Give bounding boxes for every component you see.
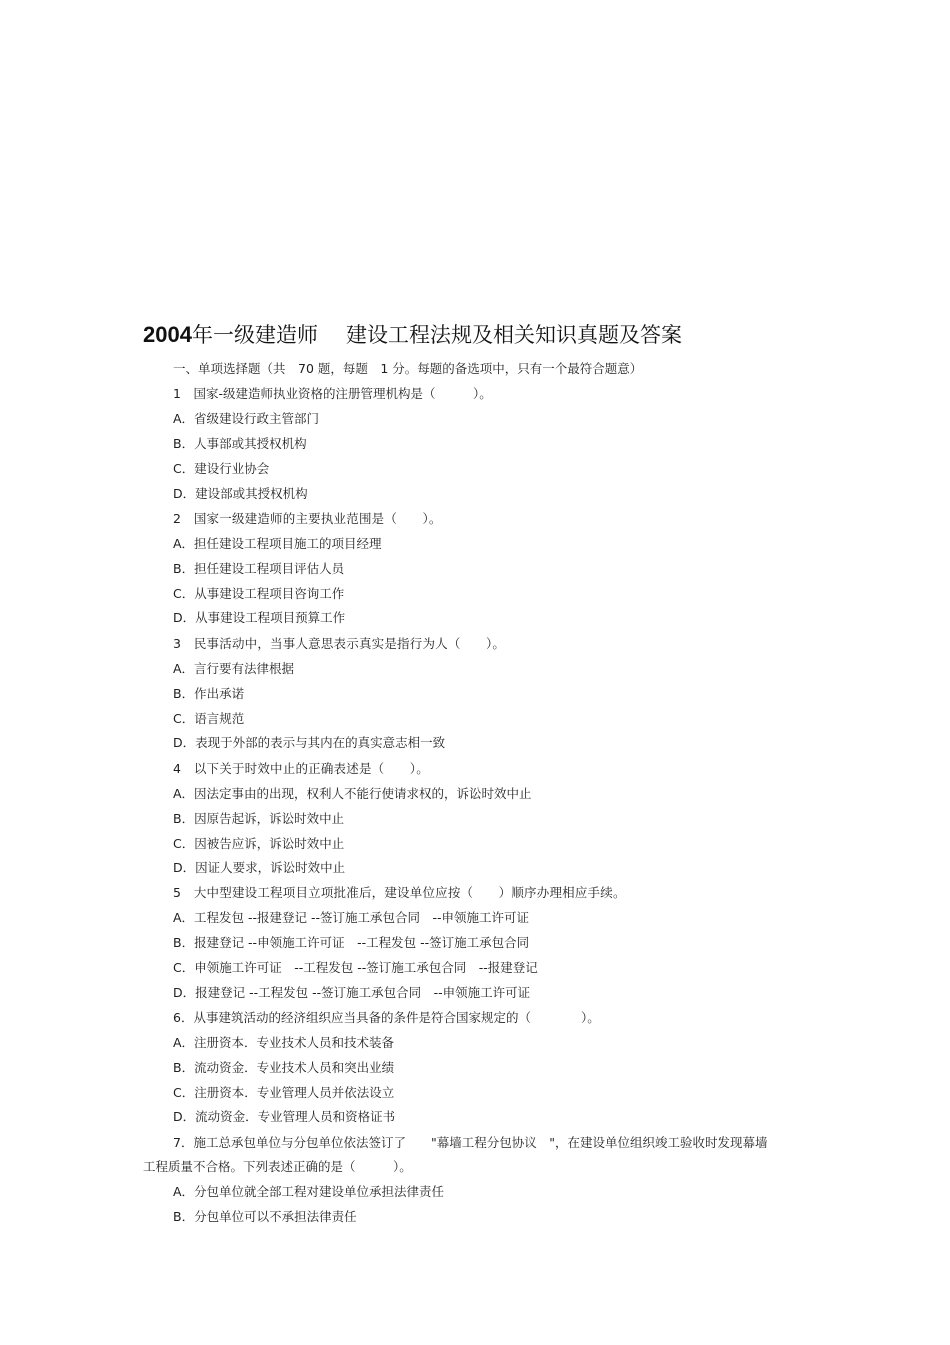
question-option: A．工程发包 --报建登记 --签订施工承包合同 --申领施工许可证 [173,910,530,925]
question-option: B．作出承诺 [173,686,245,701]
question-option: C．因被告应诉，诉讼时效中止 [173,836,345,851]
section-header: 一、单项选择题（共 70 题，每题 1 分。每题的备选项中，只有一个最符合题意） [173,361,643,376]
question-option: B．报建登记 --申领施工许可证 --工程发包 --签订施工承包合同 [173,935,530,950]
question-option: C．申领施工许可证 --工程发包 --签订施工承包合同 --报建登记 [173,960,538,975]
question-option: A．言行要有法律根据 [173,661,295,676]
question-option: C．从事建设工程项目咨询工作 [173,586,345,601]
question-stem: 1 国家-级建造师执业资格的注册管理机构是（ ）。 [173,386,492,401]
question-stem: 2 国家一级建造师的主要执业范围是（ ）。 [173,511,442,526]
question-stem: 6．从事建筑活动的经济组织应当具备的条件是符合国家规定的（ ）。 [173,1010,600,1025]
question-option: D．从事建设工程项目预算工作 [173,610,346,625]
question-option: D．表现于外部的表示与其内在的真实意志相一致 [173,735,446,750]
title-sub: 建设工程法规及相关知识真题及答案 [345,323,682,347]
question-stem: 7．施工总承包单位与分包单位依法签订了 "幕墙工程分包协议 "，在建设单位组织竣工验收时发现幕墙 [173,1135,768,1150]
question-option: A．注册资本．专业技术人员和技术装备 [173,1035,395,1050]
question-option: D．流动资金．专业管理人员和资格证书 [173,1109,396,1124]
question-option: A．担任建设工程项目施工的项目经理 [173,536,382,551]
question-option: D．因证人要求，诉讼时效中止 [173,860,346,875]
question-option: C．语言规范 [173,711,245,726]
question-option: C．注册资本．专业管理人员并依法设立 [173,1085,395,1100]
question-option: B．流动资金．专业技术人员和突出业绩 [173,1060,395,1075]
title-main: 年一级建造师 [191,323,318,347]
document-title [143,321,682,349]
question-option: B．因原告起诉，诉讼时效中止 [173,811,345,826]
question-stem: 4 以下关于时效中止的正确表述是（ ）。 [173,761,429,776]
question-option: A．省级建设行政主管部门 [173,411,320,426]
question-option: D．建设部或其授权机构 [173,486,308,501]
question-option: A．分包单位就全部工程对建设单位承担法律责任 [173,1184,445,1199]
question-option: D．报建登记 --工程发包 --签订施工承包合同 --申领施工许可证 [173,985,531,1000]
question-option: B．担任建设工程项目评估人员 [173,561,345,576]
question-option: A．因法定事由的出现，权利人不能行使请求权的，诉讼时效中止 [173,786,532,801]
question-stem: 5 大中型建设工程项目立项批准后，建设单位应按（ ）顺序办理相应手续。 [173,885,626,900]
title-year: 2004 [143,322,192,347]
question-stem-continued: 工程质量不合格。下列表述正确的是（ ）。 [143,1159,412,1174]
question-option: B．人事部或其授权机构 [173,436,307,451]
question-stem: 3 民事活动中，当事人意思表示真实是指行为人（ ）。 [173,636,506,651]
question-option: B．分包单位可以不承担法律责任 [173,1209,357,1224]
question-option: C．建设行业协会 [173,461,270,476]
